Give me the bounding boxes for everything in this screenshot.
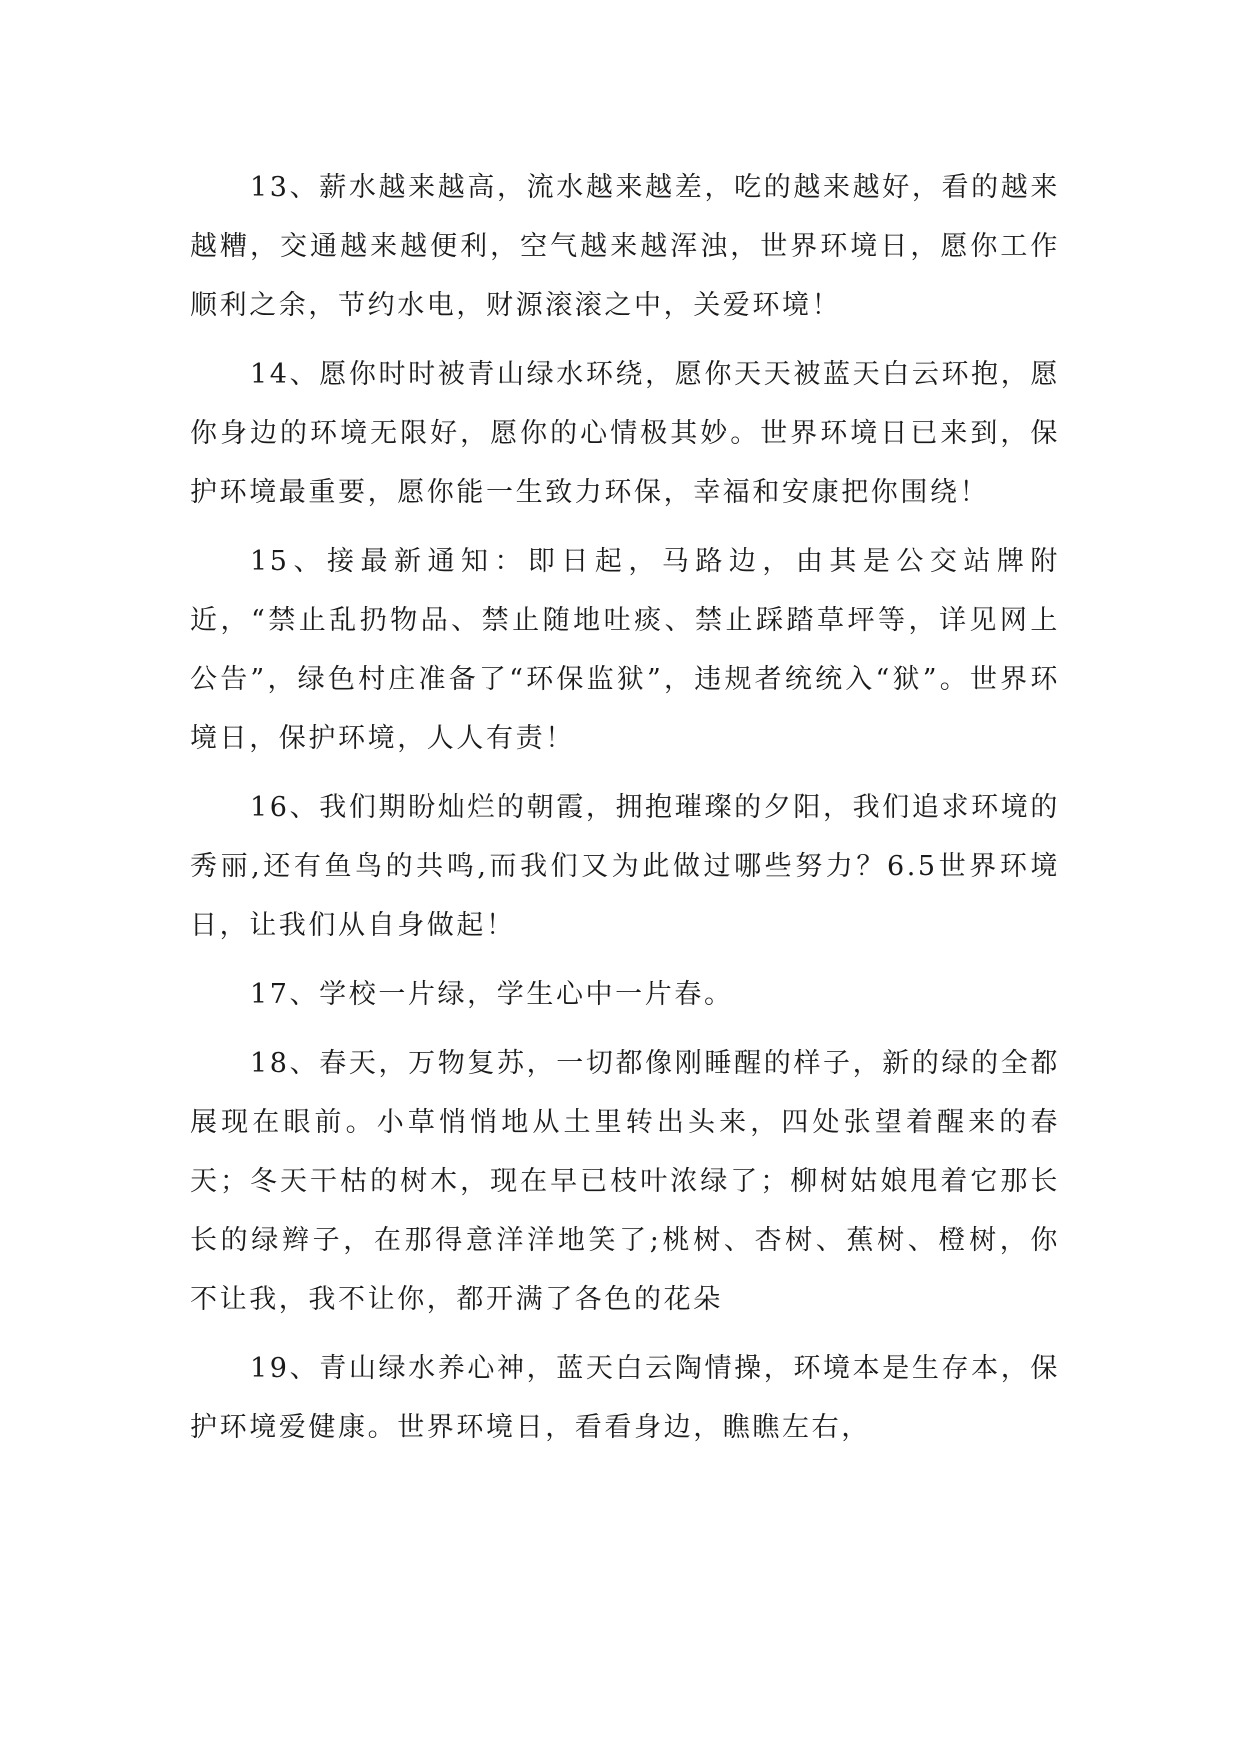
paragraph-13: 13、薪水越来越高，流水越来越差，吃的越来越好，看的越来越糟，交通越来越便利，空气越来越浑浊，世界环境日，愿你工作顺利之余，节约水电，财源滚滚之中，关爱环境！ <box>190 172 1060 321</box>
document-body <box>190 158 1060 1467</box>
paragraph-17: 17、学校一片绿，学生心中一片春。 <box>250 979 734 1010</box>
paragraph-15: 15、接最新通知：即日起，马路边，由其是公交站牌附近，“禁止乱扔物品、禁止随地吐痰、禁止踩踏草坪等，详见网上公告”，绿色村庄准备了“环保监狱”，违规者统统入“狱”。世界环境日，保护环境，人人有责！ <box>190 546 1060 754</box>
paragraph-18: 18、春天，万物复苏，一切都像刚睡醒的样子，新的绿的全都展现在眼前。小草悄悄地从土里转出头来，四处张望着醒来的春天；冬天干枯的树木，现在早已枝叶浓绿了；柳树姑娘甩着它那长长的绿辫子，在那得意洋洋地笑了;桃树、杏树、蕉树、橙树，你不让我，我不让你，都开满了各色的花朵 <box>190 1048 1060 1315</box>
paragraph-14: 14、愿你时时被青山绿水环绕，愿你天天被蓝天白云环抱，愿你身边的环境无限好，愿你的心情极其妙。世界环境日已来到，保护环境最重要，愿你能一生致力环保，幸福和安康把你围绕！ <box>190 359 1060 508</box>
paragraph-16: 16、我们期盼灿烂的朝霞，拥抱璀璨的夕阳，我们追求环境的秀丽,还有鱼鸟的共鸣,而我们又为此做过哪些努力？6.5世界环境日，让我们从自身做起！ <box>190 792 1060 941</box>
paragraph-19: 19、青山绿水养心神，蓝天白云陶情操，环境本是生存本，保护环境爱健康。世界环境日，看看身边，瞧瞧左右， <box>190 1353 1060 1443</box>
